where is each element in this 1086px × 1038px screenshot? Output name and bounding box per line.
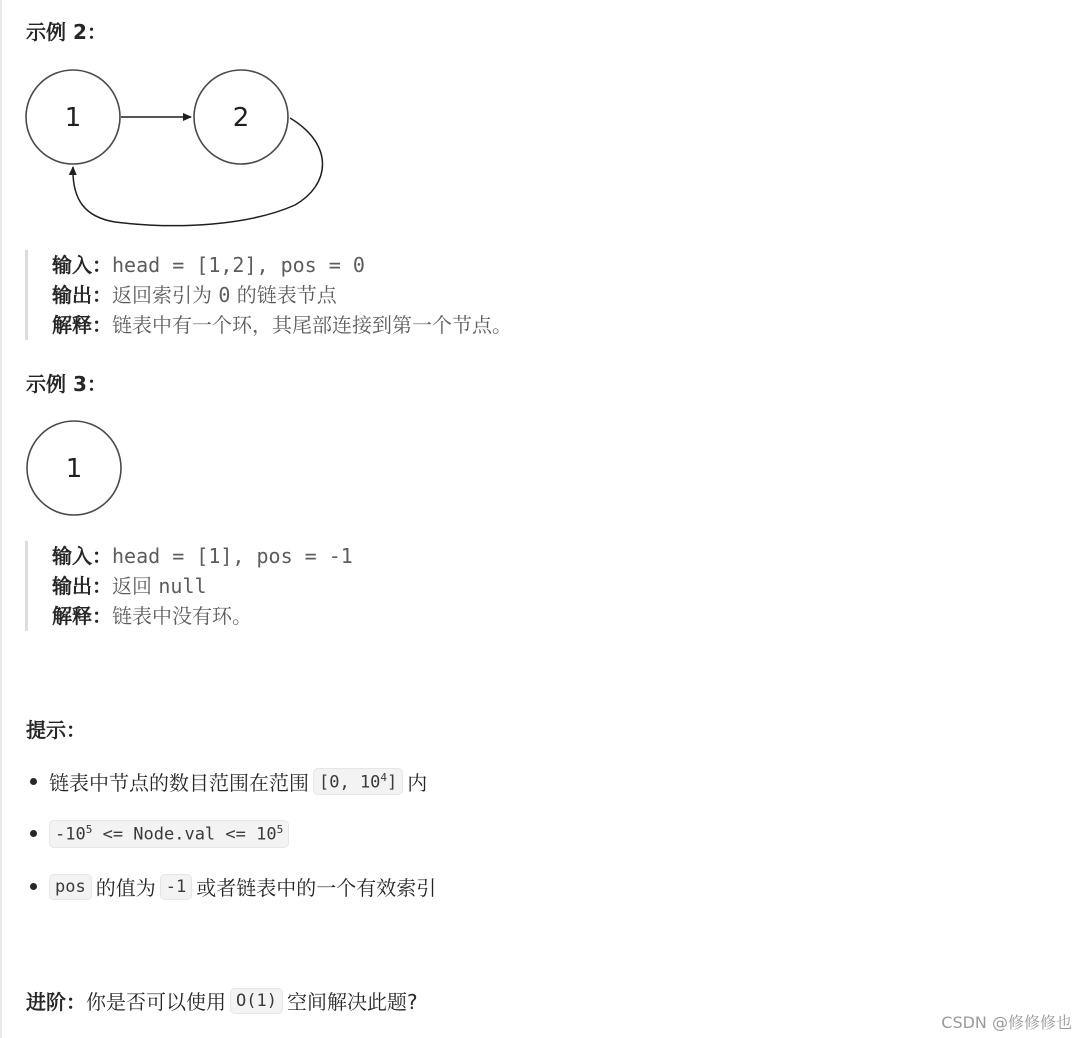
input-label: 输入： [52, 253, 112, 277]
list-item [30, 767, 427, 796]
example-2-heading: 示例 2： [26, 20, 107, 44]
inline-code: [0, $10^4$] [313, 768, 403, 796]
example-3-heading: 示例 3： [26, 372, 107, 396]
input-value: head = [1,2], pos = 0 [112, 253, 365, 277]
inline-code: pos [49, 874, 92, 900]
output-label: 输出： [52, 283, 112, 307]
tip-text: 或者链表中的一个有效索引 [196, 876, 437, 900]
input-value: head = [1], pos = -1 [112, 544, 353, 568]
advanced-label: 进阶： [26, 990, 86, 1014]
advanced-text-suffix: 空间解决此题? [286, 990, 418, 1014]
input-label: 输入： [52, 544, 112, 568]
output-text: 返回 [112, 574, 159, 598]
bullet-icon [30, 830, 37, 837]
example-2-io-block [25, 250, 512, 340]
inline-code: -1 [160, 874, 192, 900]
bullet-icon [30, 883, 37, 890]
explanation-line [52, 310, 512, 340]
advanced-line [26, 986, 418, 1015]
output-text: 返回索引为 [112, 283, 219, 307]
output-line [52, 571, 353, 601]
example-3-io-block [25, 541, 353, 631]
explanation-text: 链表中没有环。 [112, 604, 252, 628]
output-code: null [158, 574, 207, 598]
list-item [30, 872, 436, 901]
tip-text: 链表中节点的数目范围在范围 [49, 771, 309, 795]
inline-code: $-10^5$ <= Node.val <= $10^5$ [49, 820, 289, 848]
inline-code: O(1) [230, 988, 283, 1014]
example-3-diagram [20, 412, 140, 522]
output-line [52, 280, 512, 310]
tip-text: 的值为 [95, 876, 156, 900]
advanced-text: 你是否可以使用 [86, 990, 226, 1014]
explanation-text: 链表中有一个环，其尾部连接到第一个节点。 [112, 313, 512, 337]
input-line [52, 250, 512, 280]
example-2-diagram [20, 60, 340, 240]
output-label: 输出： [52, 574, 112, 598]
node-label: 2 [232, 103, 250, 133]
explanation-label: 解释： [52, 604, 112, 628]
input-line [52, 541, 353, 571]
tip-text-suffix: 内 [407, 771, 428, 795]
bullet-icon [30, 778, 37, 785]
list-item [30, 820, 293, 848]
output-text-suffix: 的链表节点 [230, 283, 337, 307]
node-label: 1 [64, 103, 82, 133]
node-label: 1 [65, 454, 83, 484]
explanation-label: 解释： [52, 313, 112, 337]
explanation-line [52, 601, 353, 631]
watermark: CSDN @修修修也 [941, 1013, 1072, 1032]
tips-heading: 提示： [26, 718, 86, 742]
left-border-rule [0, 0, 2, 1038]
output-code: 0 [218, 283, 231, 307]
